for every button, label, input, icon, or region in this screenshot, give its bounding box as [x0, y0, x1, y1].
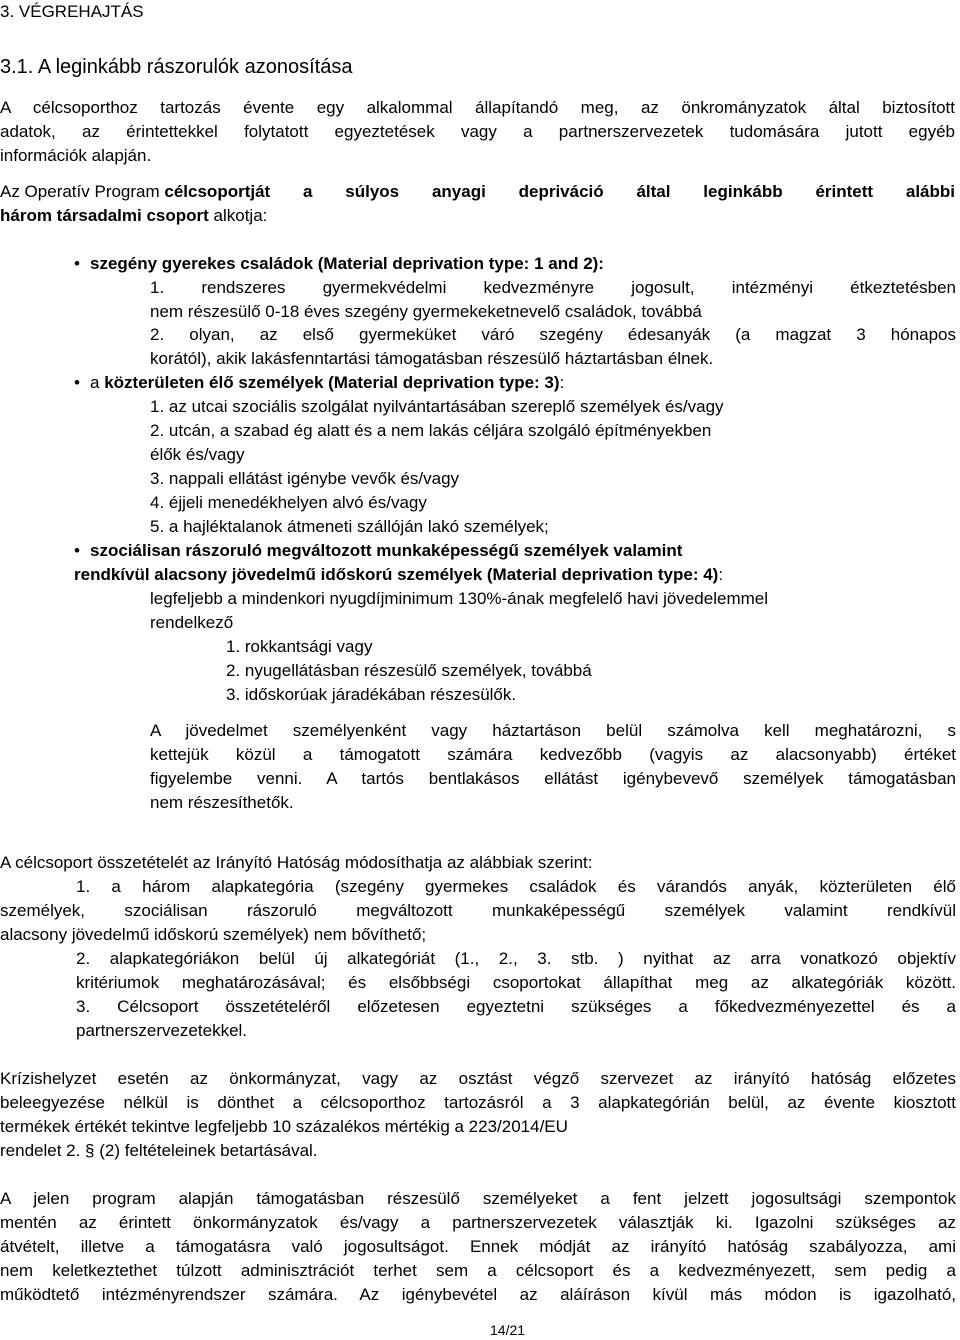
modify-intro: A célcsoport összetételét az Irányító Hatóság módosíthatja az alábbiak szerint:	[0, 853, 593, 872]
group3-para-2: kettejük közül a támogatott számára kedvezőbb (vagyis az alacsonyabb) értéket	[150, 745, 956, 764]
target-line-2	[0, 206, 267, 226]
group3-title-2-post: :	[718, 565, 724, 584]
modify-1b: személyek, szociálisan rászoruló megváltozott munkaképességű személyek valamint rendkívül	[0, 901, 956, 920]
crisis-line-1: Krízishelyzet esetén az önkormányzat, vagy az osztást végző szervezet az irányító hatóság előzetes	[0, 1069, 956, 1088]
group3-title-2: rendkívül alacsony jövedelmű időskorú személyek (Material deprivation type: 4)	[74, 565, 719, 584]
group2-item-2a: 2. utcán, a szabad ég alatt és a nem lakás céljára szolgáló építményekben	[150, 421, 712, 440]
group3-para-4: nem részesíthetők.	[150, 793, 294, 812]
group3-desc-1: legfeljebb a mindenkori nyugdíjminimum 130%-ának megfelelő havi jövedelemmel	[150, 589, 768, 608]
final-line-1: A jelen program alapján támogatásban részesülő személyeket a fent jelzett jogosultsági szempontok	[0, 1189, 956, 1208]
group2-item-1: 1. az utcai szociális szolgálat nyilvántartásában szereplő személyek és/vagy	[150, 397, 724, 416]
group2-item-3: 3. nappali ellátást igénybe vevők és/vagy	[150, 469, 460, 488]
group3-sub-3: 3. időskorúak járadékában részesülők.	[226, 685, 517, 704]
modify-3a: 3. Célcsoport összetételéről előzetesen egyeztetni szükséges a főkedvezményezettel és a	[76, 997, 956, 1016]
group1-item-2b: korától), akik lakásfenntartási támogatásban részesülő háztartásban élnek.	[150, 349, 714, 368]
group3-para-3: figyelembe venni. A tartós bentlakásos ellátást igénybevevő személyek támogatásban	[150, 769, 956, 788]
group2-item-2b: élők és/vagy	[150, 445, 245, 464]
group3-desc-2: rendelkező	[150, 613, 234, 632]
bullet: •	[74, 541, 80, 560]
final-line-3: átvételt, illetve a támogatásra való jogosultságot. Ennek módját az irányító hatóság szabályozza, ami	[0, 1237, 956, 1256]
group3-title-2-line	[74, 565, 723, 585]
group2-post: :	[559, 373, 565, 392]
modify-2a: 2. alapkategóriákon belül új alkategóriát (1., 2., 3. stb. ) nyithat az arra vonatkozó objektív	[76, 949, 956, 968]
target-line-1	[0, 182, 955, 202]
group3-para-1: A jövedelmet személyenként vagy háztartáson belül számolva kell meghatározni, s	[150, 721, 956, 740]
group2-item-4: 4. éjjeli menedékhelyen alvó és/vagy	[150, 493, 427, 512]
modify-1a: 1. a három alapkategória (szegény gyermekes családok és várandós anyák, közterületen élő	[76, 877, 956, 896]
final-line-4: nem keletkeztethet túlzott adminisztrációt terhet sem a célcsoport és a kedvezményezett, sem pedig a	[0, 1261, 956, 1280]
final-line-2: mentén az érintett önkormányzatok és/vagy a partnerszervezetek választják ki. Igazolni szükséges az	[0, 1213, 956, 1232]
group1-item-2a: 2. olyan, az első gyermeküket váró szegény édesanyák (a magzat 3 hónapos	[150, 325, 956, 344]
crisis-line-2: beleegyezése nélkül is dönthet a célcsoporthoz tartozásról a 3 alapkategórián belül, az évente kiosztott	[0, 1093, 956, 1112]
final-line-5: működtető intézményrendszer számára. Az igénybevétel az aláíráson kívül más módon is igazolható,	[0, 1285, 956, 1304]
bullet: •	[74, 254, 80, 273]
intro-line-3: információk alapján.	[0, 146, 152, 165]
intro-line-2: adatok, az érintettekkel folytatott egyeztetések vagy a partnerszervezetek tudomására jutott egyéb	[0, 122, 955, 141]
modify-3b: partnerszervezetekkel.	[76, 1021, 248, 1040]
group3-sub-2: 2. nyugellátásban részesülő személyek, továbbá	[226, 661, 592, 680]
group3-sub-1: 1. rokkantsági vagy	[226, 637, 373, 656]
group2-pre: a	[90, 373, 105, 392]
group1-item-1b: nem részesülő 0-18 éves szegény gyermekeketnevelő családok, továbbá	[150, 302, 702, 321]
page-number: 14/21	[490, 1322, 526, 1338]
group3-title-1: szociálisan rászoruló megváltozott munkaképességű személyek valamint	[90, 541, 683, 560]
intro-line-1: A célcsoporthoz tartozás évente egy alkalommal állapítandó meg, az önkrományzatok által biztosított	[0, 98, 955, 117]
modify-2b: kritériumok meghatározásával; és elsőbbségi csoportokat állapíthat meg az alkategóriák között.	[76, 973, 956, 992]
group2-title: közterületen élő személyek (Material deprivation type: 3)	[104, 373, 560, 392]
target-bold-2: három társadalmi csoport	[0, 206, 209, 225]
group2-item-5: 5. a hajléktalanok átmeneti szállóján lakó személyek;	[150, 517, 549, 536]
target-bold: célcsoportját a súlyos anyagi depriváció által leginkább érintett alábbi	[164, 182, 955, 201]
bullet: •	[74, 373, 80, 392]
target-prefix: Az Operatív Program	[0, 182, 165, 201]
section-heading: 3. VÉGREHAJTÁS	[0, 2, 144, 21]
subsection-heading: 3.1. A leginkább rászorulók azonosítása	[0, 56, 353, 78]
crisis-line-3: termékek értékét tekintve legfeljebb 10 százalékos mértékig a 223/2014/EU	[0, 1117, 568, 1136]
target-suffix: alkotja:	[208, 206, 268, 225]
crisis-line-4: rendelet 2. § (2) feltételeinek betartásával.	[0, 1141, 318, 1160]
group1-item-1a: 1. rendszeres gyermekvédelmi kedvezményre jogosult, intézményi étkeztetésben	[150, 278, 956, 297]
group1-title: szegény gyerekes családok (Material deprivation type: 1 and 2):	[90, 254, 604, 273]
modify-1c: alacsony jövedelmű időskorú személyek) nem bővíthető;	[0, 925, 427, 944]
group2-title-line	[90, 373, 564, 393]
